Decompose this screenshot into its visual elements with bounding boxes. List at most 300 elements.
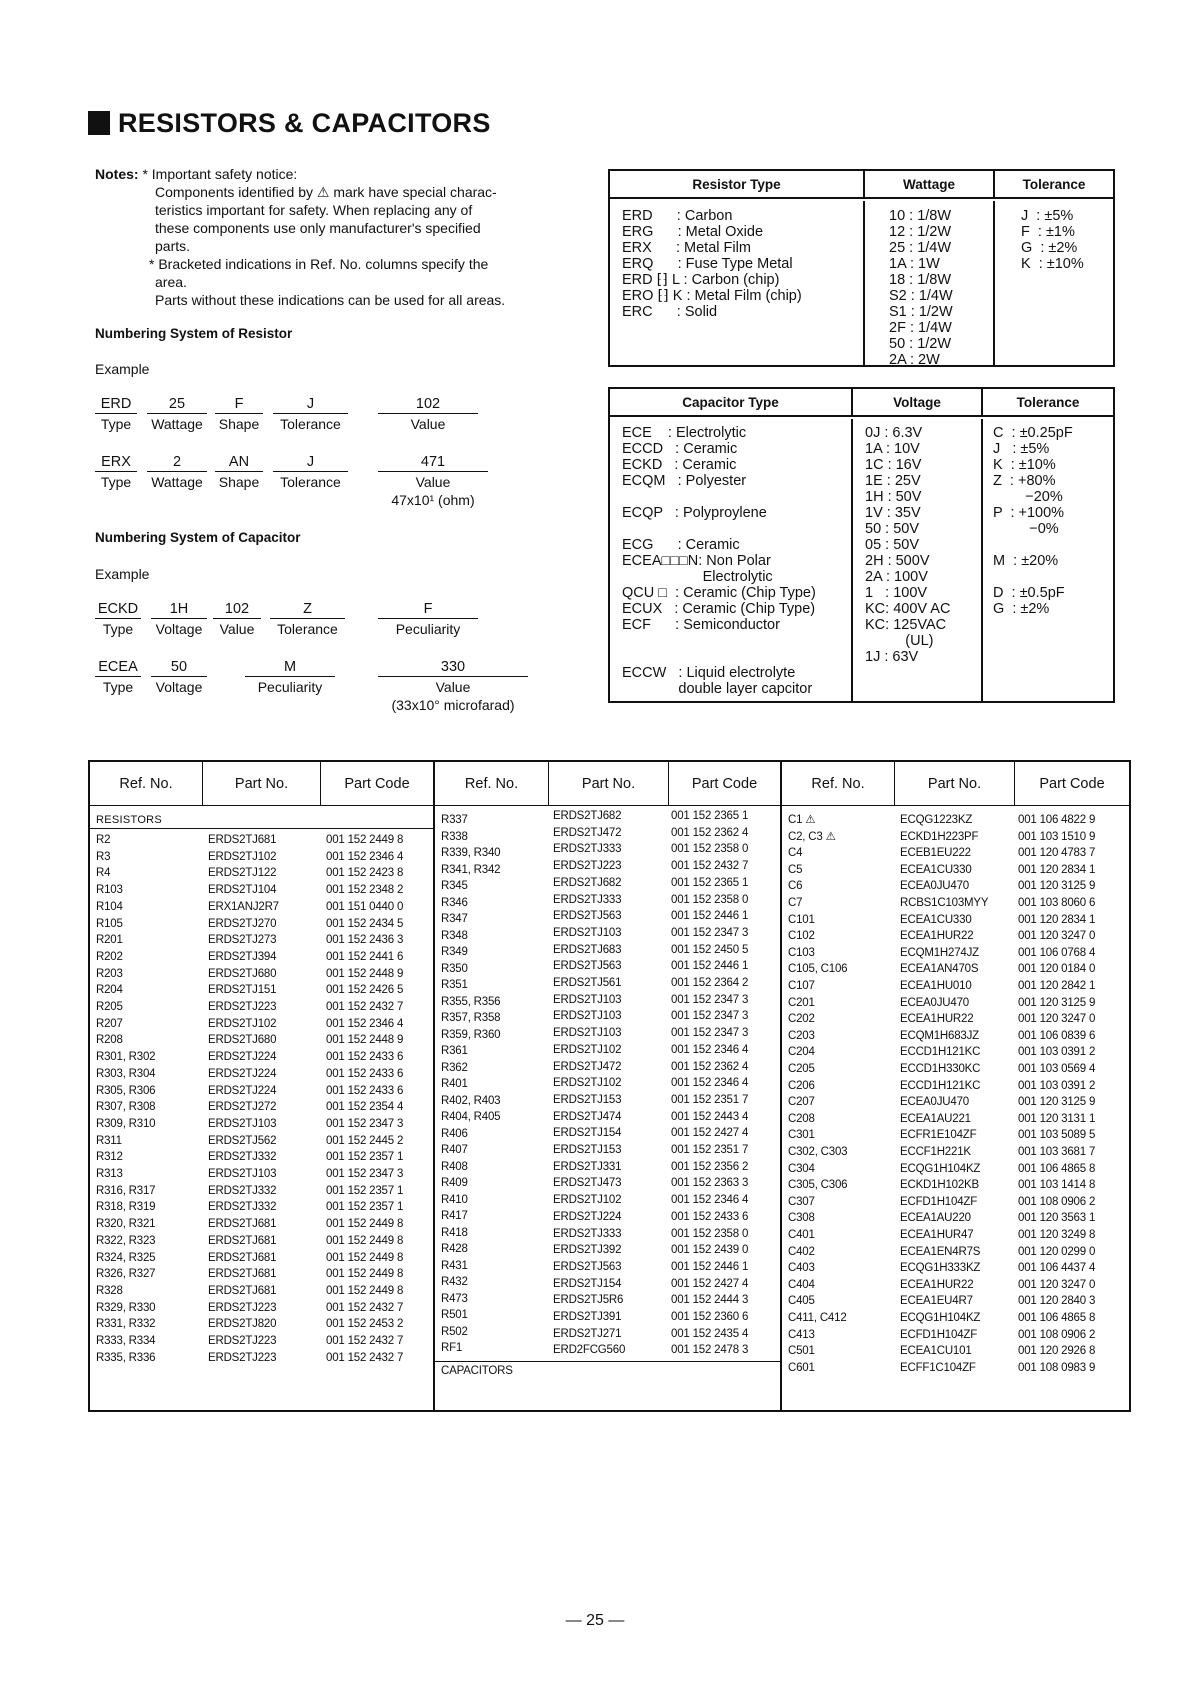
part-no: ECFF1C104ZF — [900, 1361, 976, 1374]
part-code: 001 152 2432 7 — [326, 1335, 404, 1347]
ref-no: R345 — [441, 880, 468, 892]
example-field: J Tolerance — [273, 396, 348, 432]
voltage-item: KC: 125VAC — [865, 617, 947, 633]
part-code: 001 152 2347 3 — [671, 1027, 749, 1040]
part-code: 001 120 3125 9 — [1018, 996, 1096, 1009]
voltage-item: 1J : 63V — [865, 649, 919, 665]
part-no: ERDS2TJ223 — [553, 860, 622, 873]
tolerance-column — [995, 201, 1113, 365]
part-code: 001 103 8060 6 — [1018, 897, 1096, 909]
part-code: 001 152 2351 7 — [671, 1144, 749, 1156]
notes-label: Notes: — [95, 166, 139, 182]
part-code: 001 120 3125 9 — [1018, 880, 1096, 893]
capacitor-type-item: Electrolytic — [622, 569, 773, 585]
tolerance-item: K : ±10% — [993, 457, 1056, 473]
part-no: ECEA1CU101 — [900, 1345, 972, 1358]
ref-no: R316, R317 — [96, 1184, 156, 1197]
example-field: Z Tolerance — [270, 601, 345, 637]
notes-line: * Important safety notice: — [142, 166, 298, 182]
part-code: 001 152 2449 8 — [326, 1234, 404, 1247]
capacitor-type-item: ECF : Semiconductor — [622, 617, 780, 633]
part-code: 001 106 0768 4 — [1018, 946, 1096, 959]
part-no: ECEA1CU330 — [900, 863, 972, 876]
part-no: ERDS2TJ103 — [208, 1168, 277, 1180]
ref-no: C201 — [788, 996, 815, 1009]
part-code: 001 152 2449 8 — [326, 1218, 404, 1231]
example-field: M Peculiarity — [245, 659, 335, 695]
ref-no: R307, R308 — [96, 1101, 156, 1114]
part-no: ERDS2TJ683 — [553, 943, 622, 956]
ref-no: R432 — [441, 1276, 468, 1288]
ref-no: R338 — [441, 830, 468, 843]
part-code: 001 152 2432 7 — [326, 1351, 404, 1364]
part-code: 001 120 3131 1 — [1018, 1112, 1096, 1125]
part-no: ERDS2TJ223 — [208, 1335, 277, 1347]
table-header: Ref. No. — [435, 762, 549, 806]
example-field: 50 Voltage — [151, 659, 207, 695]
part-code: 001 120 0299 0 — [1018, 1245, 1096, 1258]
part-no: ERDS2TJ103 — [208, 1117, 277, 1130]
example-field: 25 Wattage — [147, 396, 207, 432]
table-header: Tolerance — [995, 171, 1113, 199]
part-no: ERDS2TJ102 — [208, 1017, 277, 1030]
ref-no: C105, C106 — [788, 963, 848, 976]
part-no: ERD2FCG560 — [553, 1344, 626, 1357]
part-code: 001 152 2347 3 — [326, 1117, 404, 1130]
part-no: ERDS2TJ103 — [553, 926, 622, 939]
ref-no: R329, R330 — [96, 1301, 156, 1314]
part-no: ERDS2TJ224 — [208, 1084, 277, 1097]
capacitor-type-item: ECKD : Ceramic — [622, 457, 737, 473]
part-code: 001 152 2433 6 — [326, 1051, 404, 1064]
part-code: 001 152 2363 3 — [671, 1177, 749, 1190]
ref-no: C403 — [788, 1262, 815, 1275]
ref-no: R473 — [441, 1292, 468, 1305]
part-no: ERDS2TJ473 — [553, 1177, 622, 1190]
capacitor-type-item: ECCW : Liquid electrolyte — [622, 665, 796, 681]
part-code: 001 108 0983 9 — [1018, 1361, 1096, 1374]
part-code: 001 120 0184 0 — [1018, 963, 1096, 976]
part-code: 001 152 2433 6 — [326, 1084, 404, 1097]
ref-no: R355, R356 — [441, 995, 501, 1008]
wattage-item: 2A : 2W — [889, 352, 940, 368]
ref-no: R202 — [96, 950, 123, 963]
table-header: Part No. — [895, 762, 1015, 806]
resistor-example-1 — [95, 396, 535, 446]
ref-no: R407 — [441, 1144, 468, 1156]
part-no: ECEA1HUR22 — [900, 1278, 974, 1291]
tolerance-item — [993, 537, 1113, 553]
tolerance-column — [983, 419, 1113, 701]
part-no: ERDS2TJ333 — [553, 893, 622, 906]
part-no: ERDS2TJ474 — [553, 1110, 622, 1123]
table-header: Resistor Type — [610, 171, 865, 199]
section-title: CAPACITORS — [441, 1365, 513, 1378]
capacitor-type-item — [622, 649, 851, 665]
wattage-item: 25 : 1/4W — [889, 240, 952, 256]
ref-no: C401 — [788, 1229, 815, 1241]
part-no: ECEA1EU4R7 — [900, 1295, 973, 1308]
part-code: 001 152 2448 9 — [326, 1034, 404, 1047]
part-code: 001 152 2449 8 — [326, 1268, 404, 1281]
resistor-type-item: ERG : Metal Oxide — [622, 224, 764, 240]
ref-no: R312 — [96, 1151, 123, 1164]
part-code: 001 120 3125 9 — [1018, 1096, 1096, 1109]
ref-no: R204 — [96, 984, 123, 997]
part-code: 001 152 2354 4 — [326, 1101, 404, 1114]
resistor-type-column — [610, 201, 865, 365]
ref-no: R409 — [441, 1177, 468, 1189]
part-no: ECEA0JU470 — [900, 996, 969, 1009]
ref-no: R328 — [96, 1284, 123, 1297]
part-no: ERDS2TJ681 — [208, 1234, 277, 1247]
ref-no: R103 — [96, 884, 123, 897]
ref-no: R331, R332 — [96, 1318, 156, 1331]
part-code: 001 120 2834 1 — [1018, 863, 1096, 876]
wattage-item: 18 : 1/8W — [889, 272, 952, 288]
ref-no: R309, R310 — [96, 1117, 156, 1130]
part-no: ECFD1H104ZF — [900, 1328, 978, 1341]
ref-no: R333, R334 — [96, 1335, 156, 1347]
part-no: ERDS2TJ332 — [208, 1201, 277, 1214]
capacitor-type-table — [608, 387, 1115, 703]
part-no: ERDS2TJ391 — [553, 1311, 622, 1323]
part-no: ERDS2TJ272 — [208, 1101, 277, 1114]
ref-no: R502 — [441, 1325, 468, 1338]
part-no: ERDS2TJ563 — [553, 960, 622, 973]
example-field: 102 Value — [213, 601, 261, 637]
ref-no: C208 — [788, 1112, 815, 1125]
page-number: — 25 — — [565, 1612, 625, 1629]
example-field: ECEA Type — [95, 659, 141, 695]
part-code: 001 120 2842 1 — [1018, 980, 1096, 992]
notes-line: * Bracketed indications in Ref. No. columns specify the — [149, 256, 489, 272]
ref-no: R311 — [96, 1134, 122, 1147]
part-code: 001 152 2346 4 — [326, 850, 404, 863]
part-no: ERDS2TJ103 — [553, 993, 622, 1006]
ref-no: C302, C303 — [788, 1146, 848, 1158]
part-code: 001 152 2351 7 — [671, 1093, 749, 1106]
voltage-item: 0J : 6.3V — [865, 425, 923, 441]
part-code: 001 152 2347 3 — [326, 1168, 404, 1180]
ref-no: C2, C3 ⚠ — [788, 830, 836, 843]
example-field: 102 Value — [378, 396, 478, 432]
capacitor-type-item: ECE : Electrolytic — [622, 425, 747, 441]
ref-no: C6 — [788, 880, 803, 893]
part-code: 001 152 2427 4 — [671, 1127, 749, 1140]
part-no: ECCD1H121KC — [900, 1079, 981, 1092]
voltage-item: 2H : 500V — [865, 553, 930, 569]
part-code: 001 152 2346 4 — [671, 1077, 749, 1090]
ref-no: C202 — [788, 1013, 815, 1026]
part-no: ERDS2TJ153 — [553, 1144, 622, 1156]
part-no: ERDS2TJ102 — [553, 1043, 622, 1056]
tolerance-item: G : ±2% — [1021, 240, 1078, 256]
example-field: 330 Value (33x10° microfarad) — [378, 659, 528, 713]
part-no: ERDS2TJ270 — [208, 917, 277, 930]
capacitor-example-label: Example — [95, 566, 150, 582]
ref-no: C307 — [788, 1195, 815, 1208]
example-field: ERX Type — [95, 454, 137, 490]
resistor-type-table — [608, 169, 1115, 367]
part-no: ERDS2TJ682 — [553, 810, 622, 822]
part-no: ERDS2TJ273 — [208, 934, 277, 947]
ref-no: R301, R302 — [96, 1051, 156, 1064]
part-code: 001 152 2358 0 — [671, 893, 749, 906]
ref-no: R326, R327 — [96, 1268, 156, 1281]
part-code: 001 120 3247 0 — [1018, 930, 1096, 943]
ref-no: C404 — [788, 1278, 815, 1291]
capacitor-type-item — [622, 521, 851, 537]
ref-no: R2 — [96, 834, 111, 846]
ref-no: R348 — [441, 929, 468, 942]
part-code: 001 152 2357 1 — [326, 1184, 404, 1197]
table-header: Tolerance — [983, 389, 1113, 417]
ref-no: R431 — [441, 1259, 468, 1272]
part-code: 001 152 2436 3 — [326, 934, 404, 947]
notes-line: parts. — [155, 238, 191, 254]
part-code: 001 152 2449 8 — [326, 834, 404, 846]
part-no: ERDS2TJ681 — [208, 1268, 277, 1281]
ref-no: R404, R405 — [441, 1111, 501, 1123]
part-code: 001 120 3249 8 — [1018, 1229, 1096, 1241]
capacitor-example-1 — [95, 601, 535, 651]
part-no: ERDS2TJ102 — [208, 850, 277, 863]
part-code: 001 103 3681 7 — [1018, 1146, 1096, 1158]
ref-no: R322, R323 — [96, 1234, 156, 1247]
resistor-type-item: ERX : Metal Film — [622, 240, 751, 256]
part-code: 001 152 2434 5 — [326, 917, 404, 930]
ref-no: R349 — [441, 946, 468, 958]
part-code: 001 152 2439 0 — [671, 1244, 749, 1257]
ref-no: R208 — [96, 1034, 123, 1047]
part-no: ECQM1H683JZ — [900, 1029, 979, 1042]
part-no: ERDS2TJ102 — [553, 1194, 622, 1207]
page-title: RESISTORS & CAPACITORS — [88, 108, 491, 139]
capacitor-type-item: ECCD : Ceramic — [622, 441, 738, 457]
part-no: ECEB1EU222 — [900, 847, 971, 860]
wattage-column — [865, 201, 995, 368]
part-no: ERDS2TJ562 — [208, 1134, 277, 1147]
part-no: ERDS2TJ104 — [208, 884, 277, 897]
part-code: 001 152 2441 6 — [326, 950, 404, 963]
part-code: 001 106 4822 9 — [1018, 814, 1096, 826]
part-code: 001 152 2427 4 — [671, 1277, 749, 1290]
part-code: 001 152 2478 3 — [671, 1344, 749, 1357]
part-code: 001 103 1510 9 — [1018, 830, 1096, 843]
table-header: Part No. — [203, 762, 321, 806]
capacitor-type-item: ECQM : Polyester — [622, 473, 747, 489]
part-code: 001 152 2423 8 — [326, 867, 404, 880]
ref-no: R401 — [441, 1078, 468, 1090]
part-code: 001 152 2357 1 — [326, 1151, 404, 1164]
capacitor-example-2 — [95, 659, 535, 729]
part-code: 001 106 4437 4 — [1018, 1262, 1096, 1275]
ref-no: R337 — [441, 814, 468, 826]
part-no: ERDS2TJ224 — [208, 1067, 277, 1080]
part-no: ERDS2TJ5R6 — [553, 1294, 624, 1307]
part-code: 001 152 2449 8 — [326, 1251, 404, 1264]
ref-no: R347 — [441, 913, 468, 925]
example-field: ECKD Type — [95, 601, 141, 637]
part-no: ERDS2TJ333 — [553, 843, 622, 856]
resistor-type-item: ERQ : Fuse Type Metal — [622, 256, 793, 272]
part-no: ECEA1AU221 — [900, 1112, 971, 1125]
wattage-item: 10 : 1/8W — [889, 208, 952, 224]
table-header: Ref. No. — [782, 762, 895, 806]
part-no: ERDS2TJ561 — [553, 977, 622, 989]
ref-no: C402 — [788, 1245, 815, 1258]
ref-no: R320, R321 — [96, 1218, 156, 1231]
wattage-item: 50 : 1/2W — [889, 336, 952, 352]
ref-no: R350 — [441, 962, 468, 975]
part-no: ERDS2TJ223 — [208, 1001, 277, 1013]
ref-no: C413 — [788, 1328, 815, 1341]
part-no: ECQM1H274JZ — [900, 946, 979, 959]
parts-table — [88, 760, 1131, 1412]
section-title: RESISTORS — [96, 814, 163, 826]
ref-no: R361 — [441, 1045, 468, 1057]
voltage-column — [853, 419, 983, 701]
part-code: 001 152 2446 1 — [671, 1260, 749, 1273]
table-header: Capacitor Type — [610, 389, 853, 417]
ref-no: C206 — [788, 1079, 815, 1092]
capacitor-type-column — [610, 419, 853, 701]
table-header: Part No. — [549, 762, 669, 806]
part-code: 001 152 2432 7 — [326, 1001, 404, 1013]
tolerance-item: D : ±0.5pF — [993, 585, 1065, 601]
part-no: ERDS2TJ472 — [553, 826, 622, 839]
notes-block — [95, 165, 555, 309]
tolerance-item: P : +100% — [993, 505, 1065, 521]
part-code: 001 152 2448 9 — [326, 967, 404, 980]
part-code: 001 152 2357 1 — [326, 1201, 404, 1214]
part-code: 001 103 1414 8 — [1018, 1179, 1096, 1192]
table-header: Wattage — [865, 171, 995, 199]
ref-no: R3 — [96, 850, 111, 863]
ref-no: C304 — [788, 1162, 815, 1175]
ref-no: R362 — [441, 1061, 468, 1074]
example-field: AN Shape — [215, 454, 263, 490]
ref-no: C405 — [788, 1295, 815, 1308]
ref-no: C101 — [788, 913, 815, 926]
part-no: ERDS2TJ102 — [553, 1077, 622, 1090]
ref-no: R418 — [441, 1226, 468, 1239]
part-no: ERDS2TJ820 — [208, 1318, 277, 1331]
ref-no: R341, R342 — [441, 863, 501, 876]
part-code: 001 120 2926 8 — [1018, 1345, 1096, 1358]
resistor-type-item: ERC : Solid — [622, 304, 718, 320]
voltage-item: KC: 400V AC — [865, 601, 951, 617]
capacitor-type-item: QCU □ : Ceramic (Chip Type) — [622, 585, 816, 601]
part-no: ERDS2TJ332 — [208, 1151, 277, 1164]
ref-no: C203 — [788, 1029, 815, 1042]
part-no: ERDS2TJ472 — [553, 1060, 622, 1073]
part-no: ECQG1223KZ — [900, 814, 973, 826]
example-field: F Shape — [215, 396, 263, 432]
part-no: ECKD1H223PF — [900, 830, 979, 843]
ref-no: C601 — [788, 1361, 815, 1374]
part-no: ECQG1H104KZ — [900, 1162, 981, 1175]
parts-section-2 — [435, 806, 782, 1410]
example-field: J Tolerance — [273, 454, 348, 490]
part-code: 001 120 3247 0 — [1018, 1278, 1096, 1291]
capacitor-type-item: ECUX : Ceramic (Chip Type) — [622, 601, 816, 617]
table-header: Ref. No. — [90, 762, 203, 806]
part-no: ERDS2TJ331 — [553, 1160, 622, 1173]
wattage-item: S1 : 1/2W — [889, 304, 953, 320]
part-no: ECEA1HUR47 — [900, 1229, 974, 1241]
part-no: ERDS2TJ103 — [553, 1010, 622, 1023]
part-code: 001 152 2347 3 — [671, 993, 749, 1006]
part-code: 001 103 0391 2 — [1018, 1046, 1096, 1059]
tolerance-item: M : ±20% — [993, 553, 1059, 569]
part-no: ECEA1EN4R7S — [900, 1245, 981, 1258]
ref-no: R417 — [441, 1210, 468, 1222]
part-no: ERDS2TJ680 — [208, 1034, 277, 1047]
part-no: ECCD1H330KC — [900, 1063, 981, 1075]
wattage-item: 12 : 1/2W — [889, 224, 952, 240]
ref-no: C204 — [788, 1046, 815, 1059]
part-no: ERDS2TJ563 — [553, 910, 622, 923]
capacitor-type-item: ECEA□□□N: Non Polar — [622, 553, 771, 569]
part-no: ECEA1HU010 — [900, 980, 972, 992]
part-no: ECEA1HUR22 — [900, 930, 974, 943]
tolerance-item: −0% — [993, 521, 1059, 537]
part-no: ERDS2TJ682 — [553, 876, 622, 889]
part-code: 001 152 2433 6 — [671, 1210, 749, 1223]
part-code: 001 152 2358 0 — [671, 1227, 749, 1240]
tolerance-item: J : ±5% — [1021, 208, 1074, 224]
part-no: ERDS2TJ224 — [553, 1210, 622, 1223]
tolerance-item: K : ±10% — [1021, 256, 1084, 272]
ref-no: R313 — [96, 1168, 123, 1180]
tolerance-item: F : ±1% — [1021, 224, 1075, 240]
part-code: 001 120 2840 3 — [1018, 1295, 1096, 1308]
part-code: 001 152 2360 6 — [671, 1311, 749, 1323]
part-no: ECFD1H104ZF — [900, 1195, 978, 1208]
part-no: ERDS2TJ223 — [208, 1301, 277, 1314]
ref-no: R205 — [96, 1001, 123, 1013]
part-no: ECEA1HUR22 — [900, 1013, 974, 1026]
part-code: 001 152 2432 7 — [326, 1301, 404, 1314]
part-no: ECEA1CU330 — [900, 913, 972, 926]
part-code: 001 152 2450 5 — [671, 943, 749, 956]
part-no: ECCF1H221K — [900, 1146, 971, 1158]
table-header: Part Code — [1015, 762, 1129, 806]
notes-line: Components identified by ⚠ mark have special charac- — [155, 184, 497, 200]
ref-no: C205 — [788, 1063, 815, 1075]
ref-no: C411, C412 — [788, 1312, 847, 1324]
part-code: 001 152 2443 4 — [671, 1110, 749, 1123]
tolerance-item: −20% — [993, 489, 1063, 505]
ref-no: R303, R304 — [96, 1067, 156, 1080]
resistor-example-label: Example — [95, 361, 150, 377]
part-code: 001 152 2358 0 — [671, 843, 749, 856]
ref-no: C501 — [788, 1345, 815, 1358]
ref-no: R105 — [96, 917, 123, 930]
part-no: ERDS2TJ153 — [553, 1093, 622, 1106]
voltage-item: (UL) — [865, 633, 934, 649]
part-no: ECKD1H102KB — [900, 1179, 979, 1192]
ref-no: R104 — [96, 900, 123, 913]
notes-line: Parts without these indications can be used for all areas. — [155, 292, 506, 308]
part-code: 001 152 2347 3 — [671, 926, 749, 939]
part-code: 001 152 2346 4 — [671, 1194, 749, 1207]
part-code: 001 152 2348 2 — [326, 884, 404, 897]
part-code: 001 108 0906 2 — [1018, 1195, 1096, 1208]
part-no: ERDS2TJ154 — [553, 1127, 622, 1140]
